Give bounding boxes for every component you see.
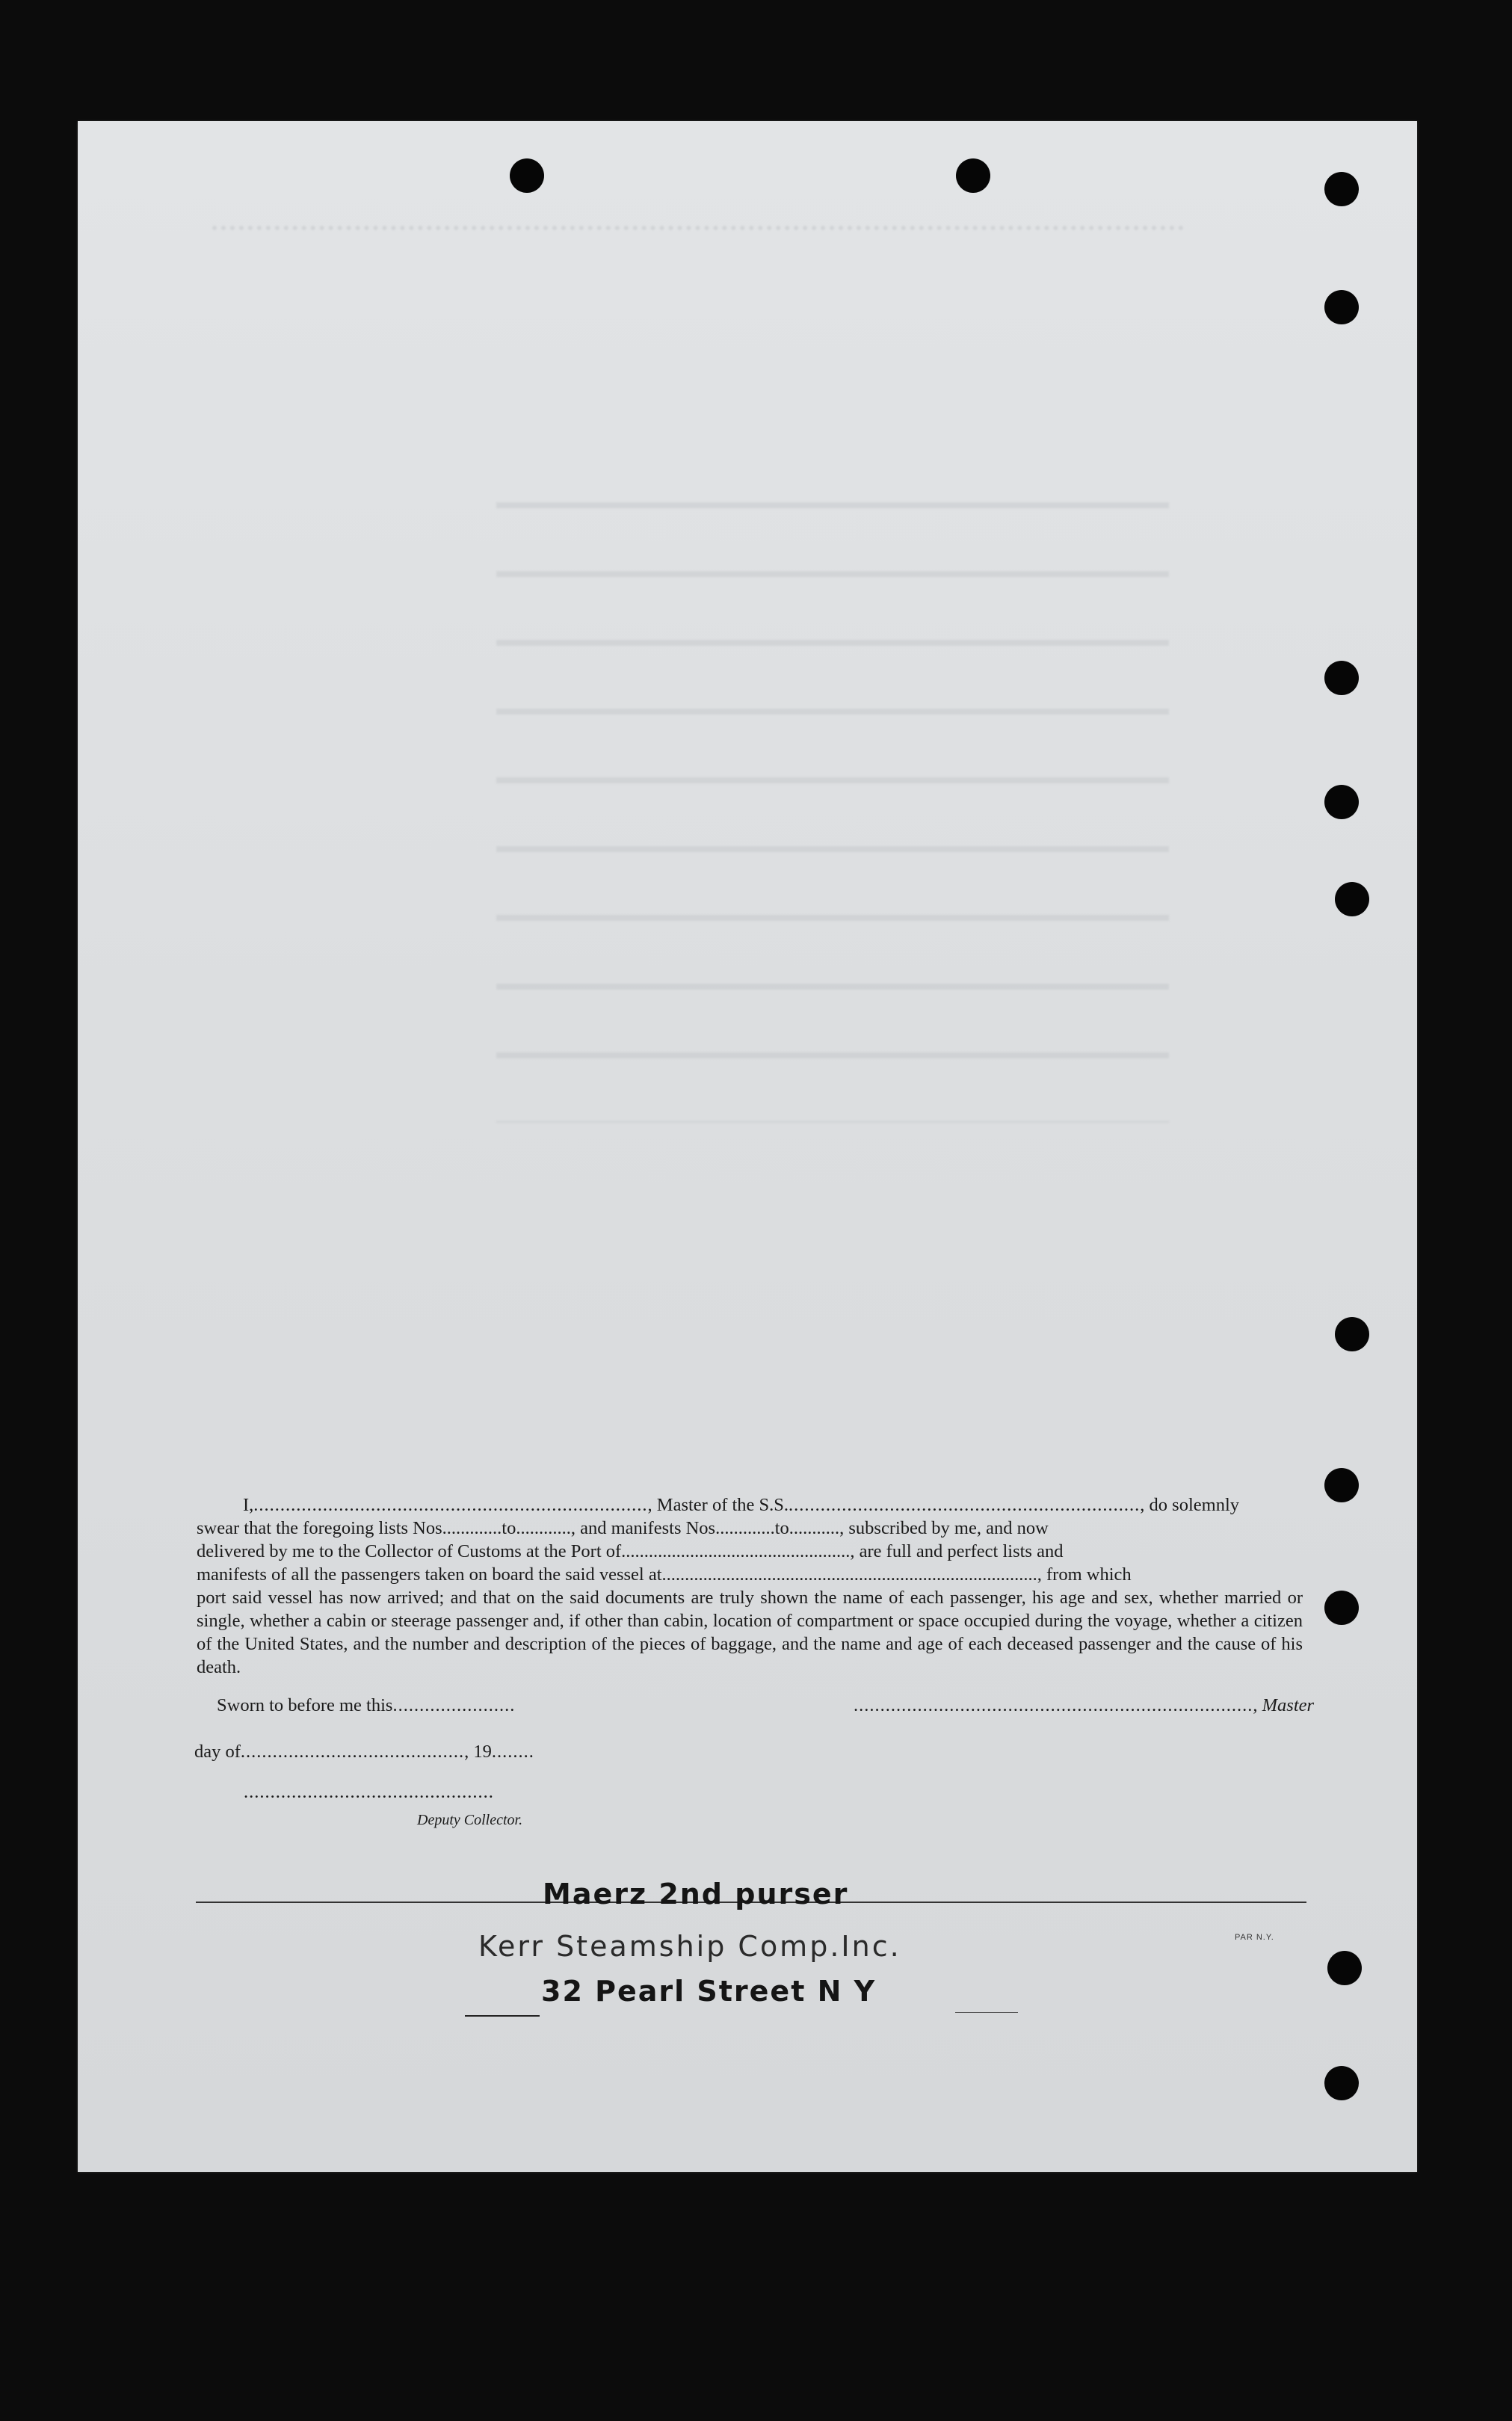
bleed-through-mark xyxy=(212,211,1184,230)
punch-hole xyxy=(1324,785,1359,819)
stamp-line-address: 32 Pearl Street N Y xyxy=(541,1975,877,2008)
day-label: day of xyxy=(194,1742,241,1762)
oath-line-3: delivered by me to the Collector of Customs at the Port of.................................................., are full and perfect lists and xyxy=(197,1541,1064,1561)
master-name-blank: .......................................................................... xyxy=(253,1495,648,1515)
stamp-line-company: Kerr Steamship Comp.Inc. xyxy=(478,1930,901,1963)
punch-hole xyxy=(1324,2066,1359,2100)
punch-hole xyxy=(1324,661,1359,695)
deputy-signature-blank: ............................................... xyxy=(244,1782,494,1802)
master-signature-blank: ........................................................................... xyxy=(854,1695,1253,1715)
punch-hole xyxy=(1324,1468,1359,1502)
ship-name-blank: .................................................................. xyxy=(789,1495,1141,1515)
punch-hole xyxy=(1335,882,1369,916)
punch-hole xyxy=(1335,1317,1369,1351)
oath-line-1-end: do solemnly xyxy=(1149,1495,1240,1515)
oath-body: port said vessel has now arrived; and that on the said documents are truly shown the name of each passenger, his age and sex, whether married or single, whether a cabin or steerage passenger and, if other than cabin, location of compartment or space occupied during the voyage, whether a citizen of the United States, and the number and description of the pieces of baggage, and the name and age of each deceased passenger and the cause of his death. xyxy=(197,1588,1303,1677)
oath-line-4: manifests of all the passengers taken on board the said vessel at.................................................................................., from which xyxy=(197,1564,1132,1585)
stamp-line-purser: Maerz 2nd purser xyxy=(543,1878,849,1910)
oath-paragraph xyxy=(197,1493,1303,1679)
sworn-line: Sworn to before me this....................... xyxy=(217,1695,516,1715)
oath-line-1: I,.........................................................................., Master of the S.S..................................................................., do solemnly xyxy=(243,1495,1240,1515)
sworn-label: Sworn to before me this xyxy=(217,1695,393,1715)
deputy-collector-label: Deputy Collector. xyxy=(417,1812,523,1828)
stamp-underline xyxy=(465,2015,540,2017)
master-signature-line: ..........................................................................., Master xyxy=(854,1695,1315,1715)
bleed-through-mark xyxy=(496,450,1169,1123)
manifest-page xyxy=(78,121,1417,2172)
master-label: Master xyxy=(1262,1695,1315,1715)
punch-hole xyxy=(1324,1591,1359,1625)
day-line: day of.........................................., 19........ xyxy=(194,1742,534,1762)
punch-hole xyxy=(1324,290,1359,324)
oath-line-1-start: I, xyxy=(243,1495,254,1515)
oath-line-2: swear that the foregoing lists Nos.............to............, and manifests Nos.............to..........., subscribed by me, and now xyxy=(197,1518,1049,1538)
oath-line-1-ship: Master of the S.S. xyxy=(656,1495,789,1515)
punch-hole xyxy=(956,158,990,193)
stamp-underline xyxy=(955,2012,1018,2013)
punch-hole xyxy=(510,158,544,193)
deputy-signature-line xyxy=(244,1782,494,1803)
year-prefix: 19 xyxy=(473,1742,492,1762)
form-code: PAR N.Y. xyxy=(1235,1933,1274,1942)
punch-hole xyxy=(1324,172,1359,206)
punch-hole xyxy=(1327,1951,1362,1985)
